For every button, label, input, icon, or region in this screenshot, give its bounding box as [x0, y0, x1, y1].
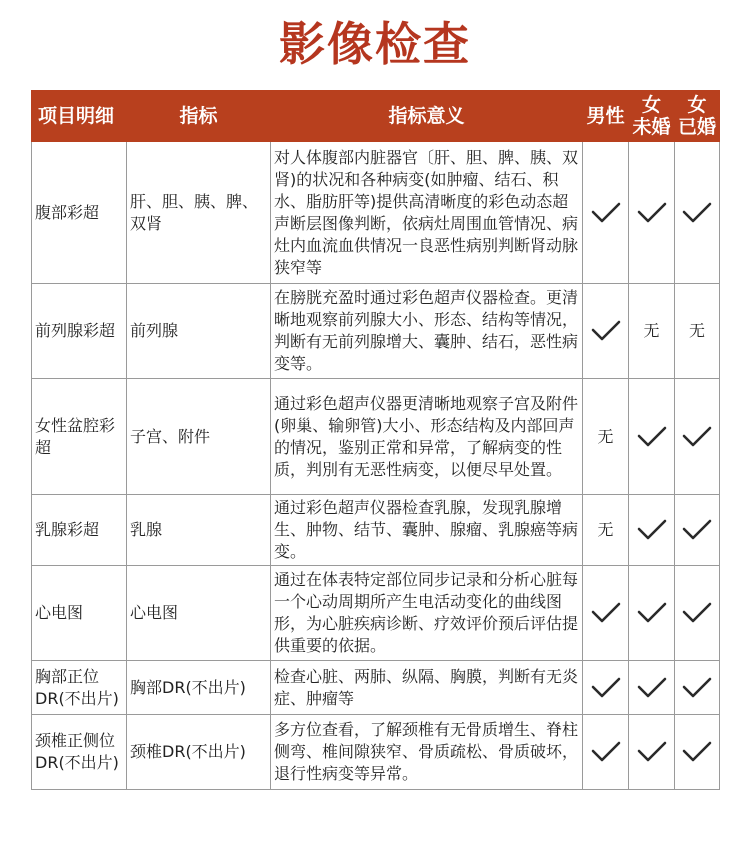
- check-icon: [591, 202, 621, 224]
- row-index: 前列腺: [127, 284, 271, 379]
- table-row: [32, 715, 720, 790]
- page-title: 影像检查: [279, 17, 471, 71]
- check-icon: [637, 677, 667, 699]
- row-female-married-mark: [675, 379, 720, 495]
- check-icon: [591, 602, 621, 624]
- row-item: 颈椎正侧位DR(不出片): [32, 715, 127, 790]
- row-female-unmarried-mark: [629, 715, 675, 790]
- row-male-mark: [583, 661, 629, 715]
- table-row: [32, 566, 720, 661]
- check-icon: [637, 519, 667, 541]
- check-icon: [682, 202, 712, 224]
- check-icon: [682, 677, 712, 699]
- row-female-married-mark: [675, 495, 720, 566]
- check-icon: [591, 677, 621, 699]
- check-icon: [682, 519, 712, 541]
- row-male-mark: [583, 566, 629, 661]
- row-item: 胸部正位DR(不出片): [32, 661, 127, 715]
- check-icon: [591, 741, 621, 763]
- check-icon: [591, 320, 621, 342]
- header-index: 指标: [127, 91, 271, 142]
- table-row: [32, 284, 720, 379]
- row-item: 心电图: [32, 566, 127, 661]
- header-female-unmarried-line1: 女: [641, 94, 661, 116]
- table-header-row: [32, 91, 720, 142]
- row-meaning: 通过彩色超声仪器更清晰地观察子宫及附件(卵巢、输卵管)大小、形态结构及内部回声的情况，鉴别正常和异常，了解病变的性质，判別有无恶性病变，以便尽早处置。: [271, 379, 583, 495]
- row-female-married-mark: [675, 566, 720, 661]
- row-index: 肝、胆、胰、脾、双肾: [127, 142, 271, 284]
- row-item: 腹部彩超: [32, 142, 127, 284]
- row-index: 颈椎DR(不出片): [127, 715, 271, 790]
- table-row: [32, 495, 720, 566]
- header-female-unmarried: [629, 91, 675, 142]
- row-female-married-mark: [675, 284, 720, 379]
- check-icon: [637, 602, 667, 624]
- row-meaning: 检查心脏、两肺、纵隔、胸膜，判断有无炎症、肿瘤等: [271, 661, 583, 715]
- check-icon: [637, 426, 667, 448]
- table-row: [32, 661, 720, 715]
- row-meaning: 通过彩色超声仪器检查乳腺，发现乳腺增生、肿物、结节、囊肿、腺瘤、乳腺癌等病变。: [271, 495, 583, 566]
- row-male-mark: [583, 495, 629, 566]
- row-female-unmarried-mark: [629, 661, 675, 715]
- row-female-unmarried-mark: [629, 379, 675, 495]
- check-icon: [682, 426, 712, 448]
- row-male-mark: [583, 715, 629, 790]
- check-icon: [637, 202, 667, 224]
- row-female-married-mark: [675, 661, 720, 715]
- check-icon: [682, 602, 712, 624]
- not-applicable-text: 无: [643, 321, 660, 340]
- row-item: 女性盆腔彩超: [32, 379, 127, 495]
- header-female-married: [675, 91, 720, 142]
- row-female-unmarried-mark: [629, 284, 675, 379]
- not-applicable-text: 无: [688, 321, 705, 340]
- exam-table: [31, 90, 720, 790]
- row-index: 心电图: [127, 566, 271, 661]
- row-item: 乳腺彩超: [32, 495, 127, 566]
- row-male-mark: [583, 142, 629, 284]
- row-meaning: 对人体腹部内脏器官〔肝、胆、脾、胰、双肾)的状况和各种病变(如肿瘤、结石、积水、脂肪肝等)提供高清晰度的彩色动态超声断层图像判断，依病灶周围血管情况、病灶内血流血供情况一良恶性病别判断肾动脉狭窄等: [271, 142, 583, 284]
- row-female-unmarried-mark: [629, 142, 675, 284]
- row-female-married-mark: [675, 142, 720, 284]
- row-female-unmarried-mark: [629, 495, 675, 566]
- row-meaning: 通过在体表特定部位同步记录和分析心脏每一个心动周期所产生电活动变化的曲线图形，为心脏疾病诊断、疗效评价预后评估提供重要的依据。: [271, 566, 583, 661]
- row-index: 乳腺: [127, 495, 271, 566]
- table-row: [32, 379, 720, 495]
- row-index: 子宫、附件: [127, 379, 271, 495]
- header-female-unmarried-line2: 未婚: [632, 116, 671, 138]
- row-item: 前列腺彩超: [32, 284, 127, 379]
- not-applicable-text: 无: [597, 520, 614, 539]
- row-meaning: 多方位查看，了解颈椎有无骨质增生、脊柱侧弯、椎间隙狭窄、骨质疏松、骨质破坏，退行性病变等异常。: [271, 715, 583, 790]
- check-icon: [637, 741, 667, 763]
- row-female-married-mark: [675, 715, 720, 790]
- not-applicable-text: 无: [597, 426, 614, 446]
- header-female-married-line1: 女: [687, 94, 707, 116]
- row-female-unmarried-mark: [629, 566, 675, 661]
- header-meaning: 指标意义: [271, 91, 583, 142]
- header-male: 男性: [583, 91, 629, 142]
- header-item: 项目明细: [32, 91, 127, 142]
- row-male-mark: [583, 284, 629, 379]
- row-meaning: 在膀胱充盈时通过彩色超声仪器检查。更清晰地观察前列腺大小、形态、结构等情况，判断有无前列腺增大、囊肿、结石，恶性病变等。: [271, 284, 583, 379]
- row-index: 胸部DR(不出片): [127, 661, 271, 715]
- table-row: [32, 142, 720, 284]
- check-icon: [682, 741, 712, 763]
- row-male-mark: [583, 379, 629, 495]
- header-female-married-line2: 已婚: [677, 116, 716, 138]
